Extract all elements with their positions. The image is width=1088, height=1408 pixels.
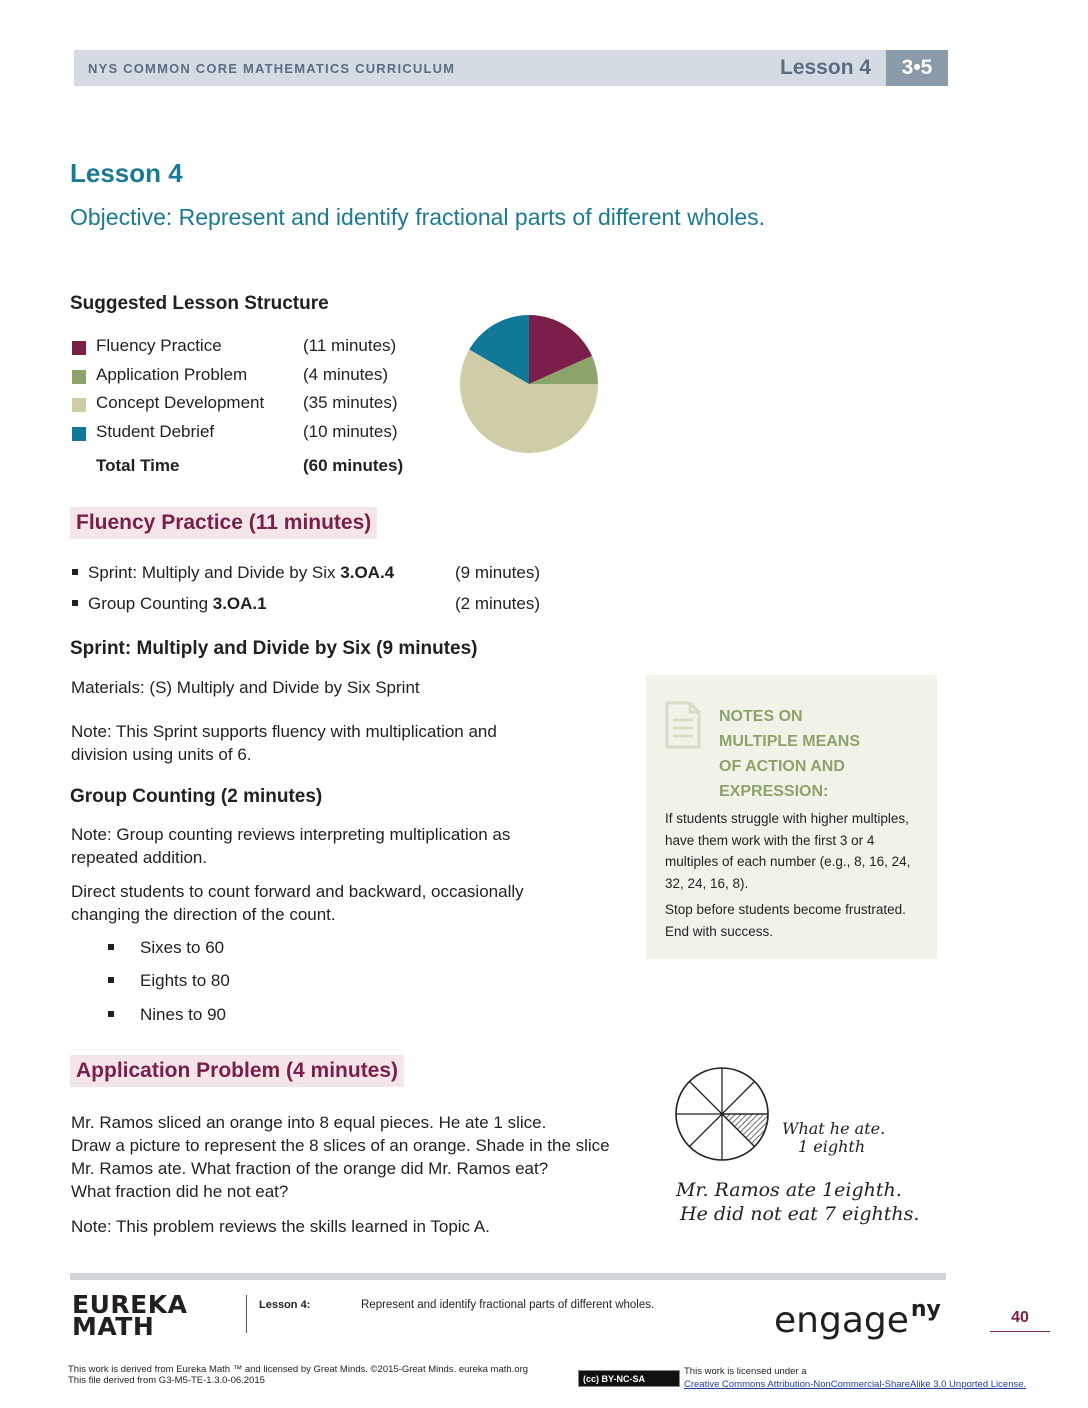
footer-rule (70, 1273, 946, 1280)
notes-paragraph: Stop before students become frustrated. End with success. (665, 902, 906, 939)
counting-bullet (108, 938, 224, 958)
cc-license-badge: (cc) BY-NC-SA (578, 1370, 680, 1387)
counting-bullet (108, 1005, 226, 1025)
sketch-answer: Mr. Ramos ate 1eighth. (676, 1179, 902, 1201)
counting-bullet (108, 971, 230, 991)
license-text (684, 1365, 1026, 1391)
standard-code: 3.OA.4 (340, 563, 395, 582)
objective: Objective: Represent and identify fractional parts of different wholes. (70, 204, 766, 230)
counting-bullet-text: Eights to 80 (140, 971, 230, 990)
group-counting-note: Note: Group counting reviews interpreting multiplication as repeated addition. (71, 825, 511, 867)
notes-title-line: NOTES ON (719, 708, 803, 725)
footer-lesson-label: Lesson 4: (259, 1299, 311, 1311)
notes-title-line: MULTIPLE MEANS (719, 733, 861, 750)
engageny-logo (774, 1297, 941, 1341)
problem-line: Mr. Ramos sliced an orange into 8 equal pieces. He ate 1 slice. (71, 1113, 547, 1132)
debrief-swatch (72, 427, 86, 441)
problem-line: Mr. Ramos ate. What fraction of the orange did Mr. Ramos eat? (71, 1159, 549, 1178)
module-badge: 3•5 (886, 50, 948, 86)
footer-objective: Represent and identify fractional parts of different wholes. (361, 1299, 655, 1311)
sprint-heading: Sprint: Multiply and Divide by Six (9 minutes) (70, 638, 478, 659)
sketch-label: What he ate. (782, 1119, 886, 1138)
footer-divider (246, 1295, 247, 1333)
structure-heading: Suggested Lesson Structure (70, 293, 329, 314)
lesson-structure-pie-chart (458, 313, 600, 455)
total-time-duration: (60 minutes) (303, 456, 404, 475)
structure-duration: (10 minutes) (303, 422, 398, 441)
bullet-icon (72, 569, 78, 575)
notes-document-icon (664, 700, 702, 750)
problem-line: What fraction did he not eat? (71, 1182, 289, 1201)
group-counting-heading: Group Counting (2 minutes) (70, 786, 323, 807)
logo-line: EUREKA (72, 1290, 188, 1319)
sprint-note: Note: This Sprint supports fluency with multiplication and division using units of 6. (71, 722, 497, 764)
bullet-icon (108, 1011, 114, 1017)
page-number: 40 (1011, 1309, 1029, 1326)
bullet-icon (108, 977, 114, 983)
fluency-item-text: Group Counting (88, 594, 213, 613)
license-line: This work is licensed under a (684, 1366, 807, 1377)
problem-line: Draw a picture to represent the 8 slices of an orange. Shade in the slice (71, 1136, 610, 1155)
orange-sketch (672, 1064, 942, 1234)
structure-duration: (35 minutes) (303, 393, 398, 412)
fluency-swatch (72, 341, 86, 355)
bullet-icon (72, 600, 78, 606)
structure-duration: (4 minutes) (303, 365, 389, 384)
credit-line: This work is derived from Eureka Math ™ and licensed by Great Minds. ©2015-Great Minds. eureka math.org (68, 1364, 529, 1375)
application-problem (71, 1111, 610, 1203)
license-link[interactable]: Creative Commons Attribution-NonCommercial-ShareAlike 3.0 Unported License. (684, 1379, 1027, 1390)
application-swatch (72, 370, 86, 384)
application-note: Note: This problem reviews the skills learned in Topic A. (71, 1217, 490, 1236)
fluency-item-duration: (2 minutes) (455, 594, 541, 613)
lesson-title: Lesson 4 (70, 158, 183, 188)
sketch-answer: He did not eat 7 eighths. (680, 1203, 920, 1225)
structure-label: Application Problem (96, 365, 248, 384)
structure-label: Student Debrief (96, 422, 215, 441)
engage-text: engage (774, 1300, 909, 1341)
bullet-icon (108, 944, 114, 950)
notes-title-line: OF ACTION AND (719, 758, 845, 775)
structure-duration: (11 minutes) (303, 336, 397, 355)
credit-line: This file derived from G3-M5-TE-1.3.0-06.2015 (68, 1375, 265, 1386)
curriculum-title: NYS COMMON CORE MATHEMATICS CURRICULUM (88, 61, 456, 76)
fluency-heading: Fluency Practice (11 minutes) (70, 507, 377, 539)
sprint-materials: Materials: (S) Multiply and Divide by Six Sprint (71, 678, 420, 697)
fluency-item-duration: (9 minutes) (455, 563, 541, 582)
page-number-rule (990, 1331, 1050, 1332)
counting-bullet-text: Sixes to 60 (140, 938, 225, 957)
concept-swatch (72, 398, 86, 412)
total-time-label: Total Time (96, 456, 180, 475)
sketch-label: 1 eighth (798, 1137, 866, 1156)
fluency-item (72, 563, 394, 583)
group-counting-direction: Direct students to count forward and backward, occasionally changing the direction of the count. (71, 882, 524, 924)
shaded-slice (722, 1114, 768, 1147)
header-lesson: Lesson 4 (780, 56, 872, 79)
fluency-item-text: Sprint: Multiply and Divide by Six (88, 563, 341, 582)
standard-code: 3.OA.1 (212, 594, 267, 613)
ny-text: ny (910, 1297, 941, 1322)
logo-line: MATH (72, 1312, 155, 1341)
eureka-math-logo (72, 1290, 188, 1341)
fluency-item (72, 594, 267, 614)
notes-title (719, 704, 860, 804)
structure-label: Fluency Practice (96, 336, 222, 355)
counting-bullet-text: Nines to 90 (140, 1005, 226, 1024)
notes-body (665, 808, 927, 942)
notes-paragraph: If students struggle with higher multiples, have them work with the first 3 or 4 multiples of each number (e.g., 8, 16, 24, 32, 24, 16, 8). (665, 811, 911, 891)
notes-title-line: EXPRESSION: (719, 783, 829, 800)
credits (68, 1364, 528, 1386)
structure-label: Concept Development (96, 393, 265, 412)
application-heading: Application Problem (4 minutes) (70, 1055, 404, 1087)
